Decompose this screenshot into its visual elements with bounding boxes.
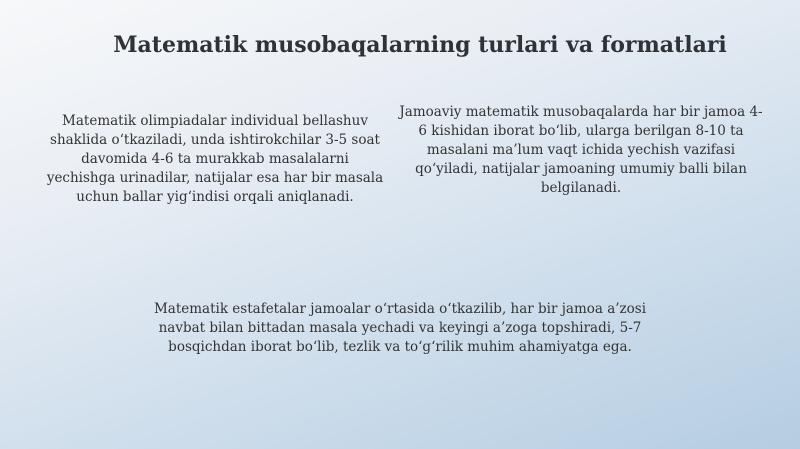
relay-paragraph: Matematik estafetalar jamoalar o‘rtasida o‘tkazilib, har bir jamoa a’zosi navbat bilan bittadan masala yechadi va keyingi a’zoga topshiradi, 5-7 bosqichdan iborat bo‘lib, tezlik va to‘g‘rilik muhim ahamiyatga ega.	[153, 301, 647, 355]
olympiad-paragraph: Matematik olimpiadalar individual bellashuv shaklida o‘tkaziladi, unda ishtirokchilar 3-5 soat davomida 4-6 ta murakkab masalalarni yechishga urinadilar, natijalar esa har bir masala uchun ballar yig‘indisi orqali aniqlanadi.	[46, 113, 384, 205]
slide-title: Matematik musobaqalarning turlari va formatlari	[113, 32, 727, 58]
team-competition-paragraph: Jamoaviy matematik musobaqalarda har bir jamoa 4-6 kishidan iborat bo‘lib, ularga berilgan 8-10 ta masalani ma’lum vaqt ichida yechish vazifasi qo‘yiladi, natijalar jamoaning umumiy balli bilan belgilanadi.	[399, 104, 763, 196]
